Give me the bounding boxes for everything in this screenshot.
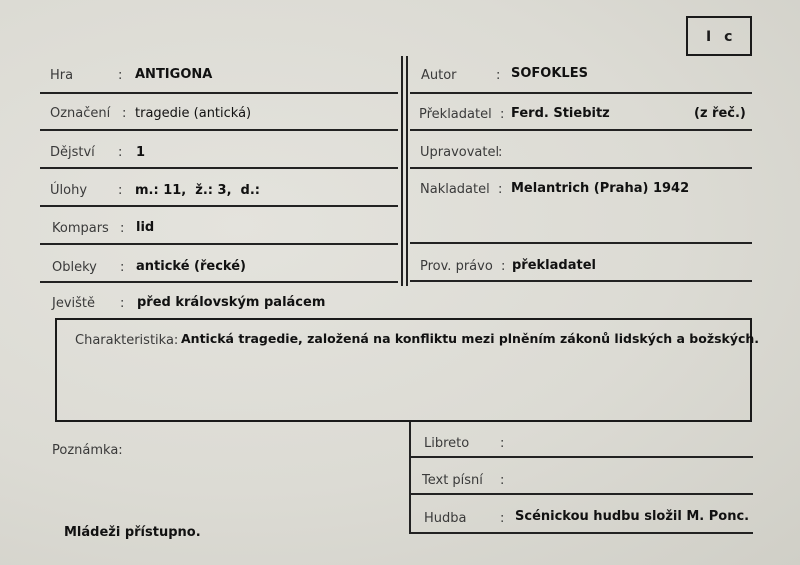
card-code: I c	[706, 29, 737, 45]
sep-libreto: :	[500, 436, 505, 451]
label-jeviste: Jeviště	[52, 296, 96, 311]
value-obleky: antické (řecké)	[136, 259, 246, 274]
sep-prov-pravo: :	[501, 259, 506, 274]
rule-kompars	[40, 243, 398, 245]
sep-text-pisni: :	[500, 473, 505, 488]
sep-kompars: :	[120, 221, 125, 236]
label-oznaceni: Označení	[50, 106, 111, 121]
vertical-divider-2	[406, 56, 408, 286]
label-prekladatel: Překladatel	[419, 107, 492, 122]
rule-text-pisni	[411, 493, 753, 495]
sep-ulohy: :	[118, 183, 123, 198]
rule-libreto	[411, 456, 753, 458]
rule-upravovatel	[410, 167, 752, 169]
rule-hra	[40, 92, 398, 94]
label-libreto: Libreto	[424, 436, 470, 451]
value-kompars: lid	[136, 220, 155, 235]
value-hra: ANTIGONA	[135, 67, 213, 82]
sep-autor: :	[496, 68, 501, 83]
sep-hra: :	[118, 68, 123, 83]
vertical-divider-1	[401, 56, 403, 286]
label-text-pisni: Text písní	[422, 473, 483, 488]
sep-dejstvi: :	[118, 145, 123, 160]
value-dejstvi: 1	[136, 145, 146, 160]
label-autor: Autor	[421, 68, 457, 83]
value-jeviste: před královským palácem	[137, 295, 326, 310]
rule-ulohy	[40, 205, 398, 207]
label-nakladatel: Nakladatel	[420, 182, 490, 197]
value-ulohy: m.: 11, ž.: 3, d.:	[135, 183, 260, 198]
sep-oznaceni: :	[122, 106, 127, 121]
sep-hudba: :	[500, 511, 505, 526]
sep-jeviste: :	[120, 296, 125, 311]
sep-nakladatel: :	[498, 182, 503, 197]
value-hudba: Scénickou hudbu složil M. Ponc.	[515, 509, 750, 524]
rule-prekladatel	[410, 129, 752, 131]
label-ulohy: Úlohy	[50, 183, 88, 198]
label-prov-pravo: Prov. právo	[420, 259, 493, 274]
value-nakladatel: Melantrich (Praha) 1942	[511, 181, 690, 196]
label-kompars: Kompars	[52, 221, 109, 236]
rule-prov-pravo	[410, 280, 752, 282]
rule-autor	[410, 92, 752, 94]
sep-prekladatel: :	[500, 107, 505, 122]
value-prov-pravo: překladatel	[512, 258, 596, 273]
bottom-vertical-divider	[409, 422, 411, 534]
sep-upravovatel: :	[498, 145, 503, 160]
note-prekladatel: (z řeč.)	[694, 106, 746, 121]
value-autor: SOFOKLES	[511, 66, 588, 81]
label-dejstvi: Dějství	[50, 145, 95, 160]
footer-note: Mládeži přístupno.	[64, 525, 201, 540]
rule-dejstvi	[40, 167, 398, 169]
label-poznamka: Poznámka:	[52, 443, 123, 458]
label-hudba: Hudba	[424, 511, 467, 526]
sep-obleky: :	[120, 260, 125, 275]
value-oznaceni: tragedie (antická)	[135, 106, 252, 121]
label-charakteristika: Charakteristika:	[75, 333, 179, 348]
value-prekladatel: Ferd. Stiebitz	[511, 106, 610, 121]
rule-nakladatel	[410, 242, 752, 244]
label-upravovatel: Upravovatel	[420, 145, 500, 160]
value-charakteristika: Antická tragedie, založená na konfliktu mezi plněním zákonů lidských a božských.	[181, 331, 760, 346]
rule-hudba	[411, 532, 753, 534]
rule-oznaceni	[40, 129, 398, 131]
label-hra: Hra	[50, 68, 74, 83]
rule-obleky	[40, 281, 398, 283]
label-obleky: Obleky	[52, 260, 97, 275]
